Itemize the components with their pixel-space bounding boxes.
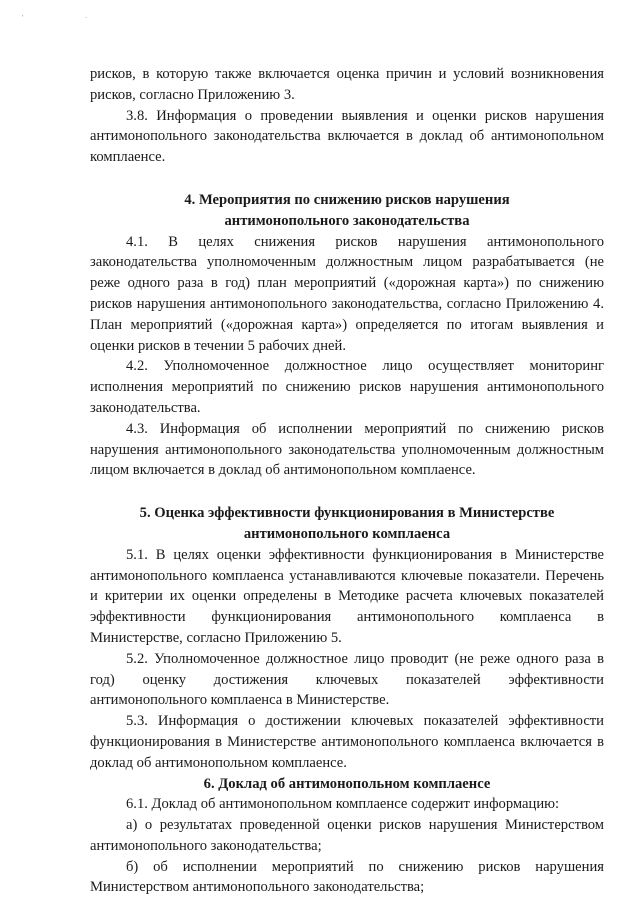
paragraph-4-1: 4.1. В целях снижения рисков нарушения антимонопольного законодательства уполномоченным должностным лицом разрабатывается (не реже одного раза в год) план мероприятий («дорожная карта») по снижению рисков нарушения антимонопольного законодательства, согласно Приложению 4. План мероприятий («дорожная карта») определяется по итогам выявления и оценки рисков в течении 5 рабочих дней. xyxy=(90,233,604,354)
paragraph-5-2: 5.2. Уполномоченное должностное лицо проводит (не реже одного раза в год) оценку достижения ключевых показателей эффективности антимонопольного комплаенса в Министерстве. xyxy=(90,650,604,709)
list-item-b: б) об исполнении мероприятий по снижению рисков нарушения Министерством антимонопольного законодательства; xyxy=(90,858,604,896)
spacer xyxy=(90,168,604,190)
scan-corner-marks: ' · xyxy=(22,14,118,22)
spacer xyxy=(90,481,604,503)
paragraph-4-3: 4.3. Информация об исполнении мероприятий по снижению рисков нарушения антимонопольного законодательства уполномоченным должностным лицом включается в доклад об антимонопольном комплаенсе. xyxy=(90,420,604,479)
paragraph-6-1: 6.1. Доклад об антимонопольном комплаенсе содержит информацию: xyxy=(126,796,560,813)
paragraph-5-3: 5.3. Информация о достижении ключевых показателей эффективности функционирования в Министерстве антимонопольного комплаенса включается в доклад об антимонопольном комплаенсе. xyxy=(90,713,604,771)
paragraph-3-8: 3.8. Информация о проведении выявления и оценки рисков нарушения антимонопольного законодательства включается в доклад об антимонопольном комплаенсе. xyxy=(90,107,604,166)
section-5-heading-line2: антимонопольного комплаенса xyxy=(243,525,451,542)
paragraph-5-1: 5.1. В целях оценки эффективности функционирования в Министерстве антимонопольного комплаенса устанавливаются ключевые показатели. Перечень и критерии их оценки определены в Методике расчета ключевых показателей эффективности функционирования антимонопольного комплаенса в Министерстве, согласно Приложению 5. xyxy=(90,546,604,646)
section-5-heading-line1: 5. Оценка эффективности функционирования в Министерстве xyxy=(139,505,555,522)
paragraph-4-2: 4.2. Уполномоченное должностное лицо осуществляет мониторинг исполнения мероприятий по снижению рисков нарушения антимонопольного законодательства. xyxy=(90,358,604,416)
section-4-heading-line1: 4. Мероприятия по снижению рисков нарушения xyxy=(184,191,510,208)
section-4-heading-line2: антимонопольного законодательства xyxy=(224,212,470,229)
paragraph-risks-continuation: рисков, в которую также включается оценка причин и условий возникновения рисков, согласно Приложению 3. xyxy=(90,66,604,103)
section-6-heading: 6. Доклад об антимонопольном комплаенсе xyxy=(203,775,491,792)
document-page xyxy=(90,64,604,898)
list-item-a: а) о результатах проведенной оценки рисков нарушения Министерством антимонопольного законодательства; xyxy=(90,817,604,854)
